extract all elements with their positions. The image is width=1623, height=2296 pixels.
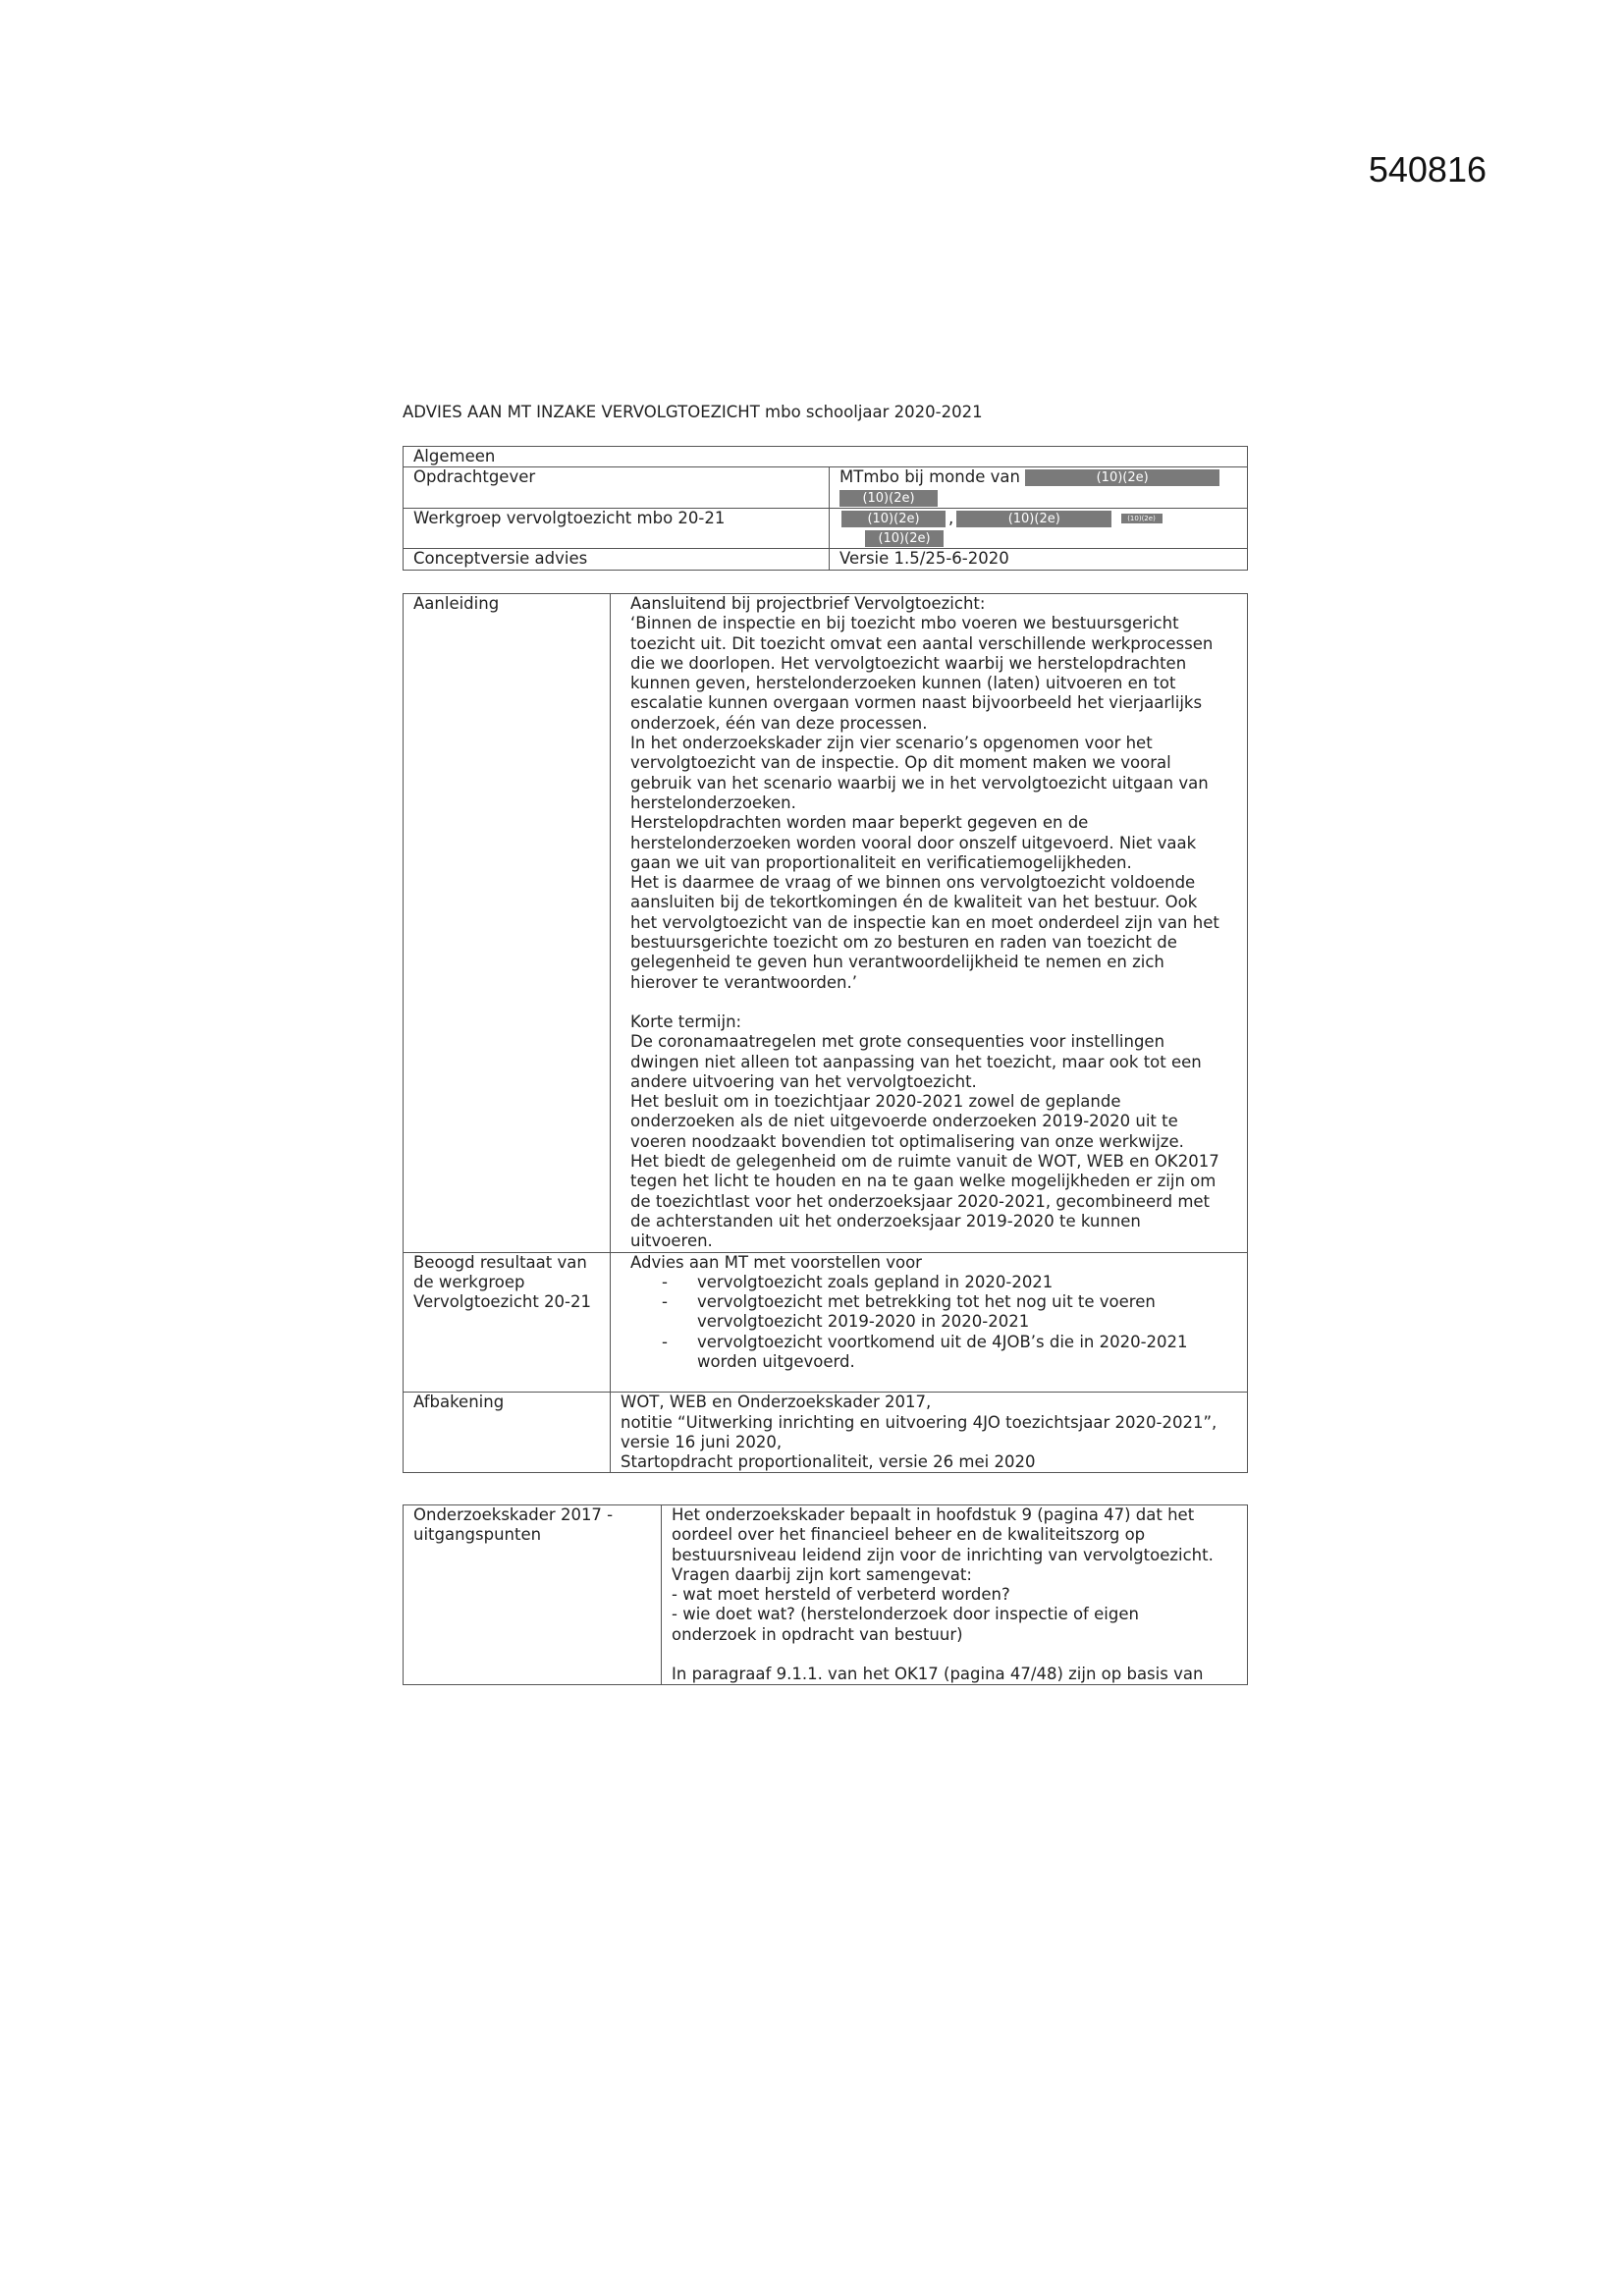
afbakening-line: notitie “Uitwerking inrichting en uitvoering 4JO toezichtsjaar 2020-2021”, versie 16 juni 2020, (621, 1412, 1217, 1451)
afbakening-line: Startopdracht proportionaliteit, versie 26 mei 2020 (621, 1452, 1036, 1472)
aanleiding-label: Aanleiding (404, 594, 611, 1253)
korte-termijn-paragraph: De coronamaatregelen met grote consequenties voor instellingen dwingen niet alleen tot aanpassing van het toezicht, maar ook tot een andere uitvoering van het vervolgtoezicht. (630, 1032, 1202, 1091)
client-value-cell (830, 467, 1248, 509)
redacted-name: (10)(2e) (841, 511, 946, 527)
list-item: - vervolgtoezicht voortkomend uit de 4JOB’s die in 2020-2021 worden uitgevoerd. (662, 1333, 1227, 1373)
redacted-name: (10)(2e) (956, 511, 1111, 527)
resultaat-list (630, 1273, 1227, 1372)
korte-termijn-heading: Korte termijn: (630, 1011, 742, 1031)
onderzoekskader-question: - wat moet hersteld of verbeterd worden? (672, 1585, 1010, 1605)
workgroup-label: Werkgroep vervolgtoezicht mbo 20-21 (404, 508, 830, 549)
document-number: 540816 (1368, 149, 1487, 190)
korte-termijn-paragraph: Het biedt de gelegenheid om de ruimte vanuit de WOT, WEB en OK2017 tegen het licht te houden en na te gaan welke mogelijkheden er zijn om de toezichtlast voor het onderzoeksjaar 2020-2021, gecombineerd met de achterstanden uit het onderzoeksjaar 2019-2020 te kunnen uitvoeren. (630, 1152, 1219, 1251)
onderzoekskader-question: - wie doet wat? (herstelonderzoek door inspectie of eigen onderzoek in opdracht van bestuur) (672, 1605, 1139, 1644)
onderzoekskader-paragraph: In paragraaf 9.1.1. van het OK17 (pagina 47/48) zijn op basis van (672, 1665, 1204, 1684)
redacted-name: (10)(2e) (865, 530, 944, 547)
client-label: Opdrachtgever (404, 467, 830, 509)
onderzoekskader-content (662, 1505, 1248, 1685)
concept-label: Conceptversie advies (404, 549, 830, 570)
afbakening-line: WOT, WEB en Onderzoekskader 2017, (621, 1393, 932, 1412)
aanleiding-paragraph: In het onderzoekskader zijn vier scenario’s opgenomen voor het vervolgtoezicht van de inspectie. Op dit moment maken we vooral gebruik van het scenario waarbij we in het vervolgtoezicht uitgaan van herstelonderzoeken. (630, 734, 1209, 812)
main-advice-table (403, 593, 1248, 1473)
general-heading: Algemeen (404, 447, 1248, 467)
redacted-name: (10)(2e) (1121, 514, 1163, 523)
workgroup-value-cell: (10)(2e) , (10)(2e) (10)(2e) (10)(2e) (830, 508, 1248, 549)
concept-value: Versie 1.5/25-6-2020 (830, 549, 1248, 570)
korte-termijn-paragraph: Het besluit om in toezichtjaar 2020-2021 zowel de geplande onderzoeken als de niet uitgevoerde onderzoeken 2019-2020 uit te voeren noodzaakt bovendien tot optimalisering van onze werkwijze. (630, 1092, 1184, 1151)
document-title: ADVIES AAN MT INZAKE VERVOLGTOEZICHT mbo schooljaar 2020-2021 (403, 403, 983, 421)
afbakening-label: Afbakening (404, 1393, 611, 1473)
client-value: MTmbo bij monde van (839, 467, 1020, 487)
onderzoekskader-paragraph: Het onderzoekskader bepaalt in hoofdstuk 9 (pagina 47) dat het oordeel over het financieel beheer en de kwaliteitszorg op bestuursniveau leidend zijn voor de inrichting van vervolgtoezicht. (672, 1505, 1214, 1564)
resultaat-intro: Advies aan MT met voorstellen voor (630, 1252, 922, 1272)
afbakening-content (611, 1393, 1248, 1473)
onderzoekskader-label: Onderzoekskader 2017 - uitgangspunten (404, 1505, 662, 1685)
list-item: - vervolgtoezicht zoals gepland in 2020-2021 (662, 1273, 1227, 1292)
aanleiding-content (611, 594, 1248, 1253)
aanleiding-paragraph: ‘Binnen de inspectie en bij toezicht mbo voeren we bestuursgericht toezicht uit. Dit toezicht omvat een aantal verschillende werkprocessen die we doorlopen. Het vervolgtoezicht waarbij we herstelopdrachten kunnen geven, herstelonderzoeken kunnen (laten) uitvoeren en tot escalatie kunnen overgaan vormen naast bijvoorbeeld het vierjaarlijks onderzoek, één van deze processen. (630, 614, 1214, 733)
onderzoekskader-table (403, 1504, 1248, 1685)
general-info-table (403, 446, 1248, 571)
aanleiding-intro: Aansluitend bij projectbrief Vervolgtoezicht: (630, 594, 986, 613)
list-item: - vervolgtoezicht met betrekking tot het nog uit te voeren vervolgtoezicht 2019-2020 in 2020-2021 (662, 1292, 1227, 1333)
redacted-name: (10)(2e) (1025, 469, 1219, 486)
aanleiding-paragraph: Herstelopdrachten worden maar beperkt gegeven en de herstelonderzoeken worden vooral door onszelf uitgevoerd. Niet vaak gaan we uit van proportionaliteit en verificatiemogelijkheden. (630, 813, 1197, 872)
redacted-name: (10)(2e) (839, 490, 938, 507)
aanleiding-paragraph: Het is daarmee de vraag of we binnen ons vervolgtoezicht voldoende aansluiten bij de tekortkomingen én de kwaliteit van het bestuur. Ook het vervolgtoezicht van de inspectie kan en moet onderdeel zijn van het bestuursgerichte toezicht om zo besturen en raden van toezicht de gelegenheid te geven hun verantwoordelijkheid te nemen en zich hierover te verantwoorden.’ (630, 873, 1219, 992)
resultaat-content (611, 1252, 1248, 1393)
resultaat-label: Beoogd resultaat van de werkgroep Vervolgtoezicht 20-21 (404, 1252, 611, 1393)
onderzoekskader-paragraph: Vragen daarbij zijn kort samengevat: (672, 1564, 972, 1584)
